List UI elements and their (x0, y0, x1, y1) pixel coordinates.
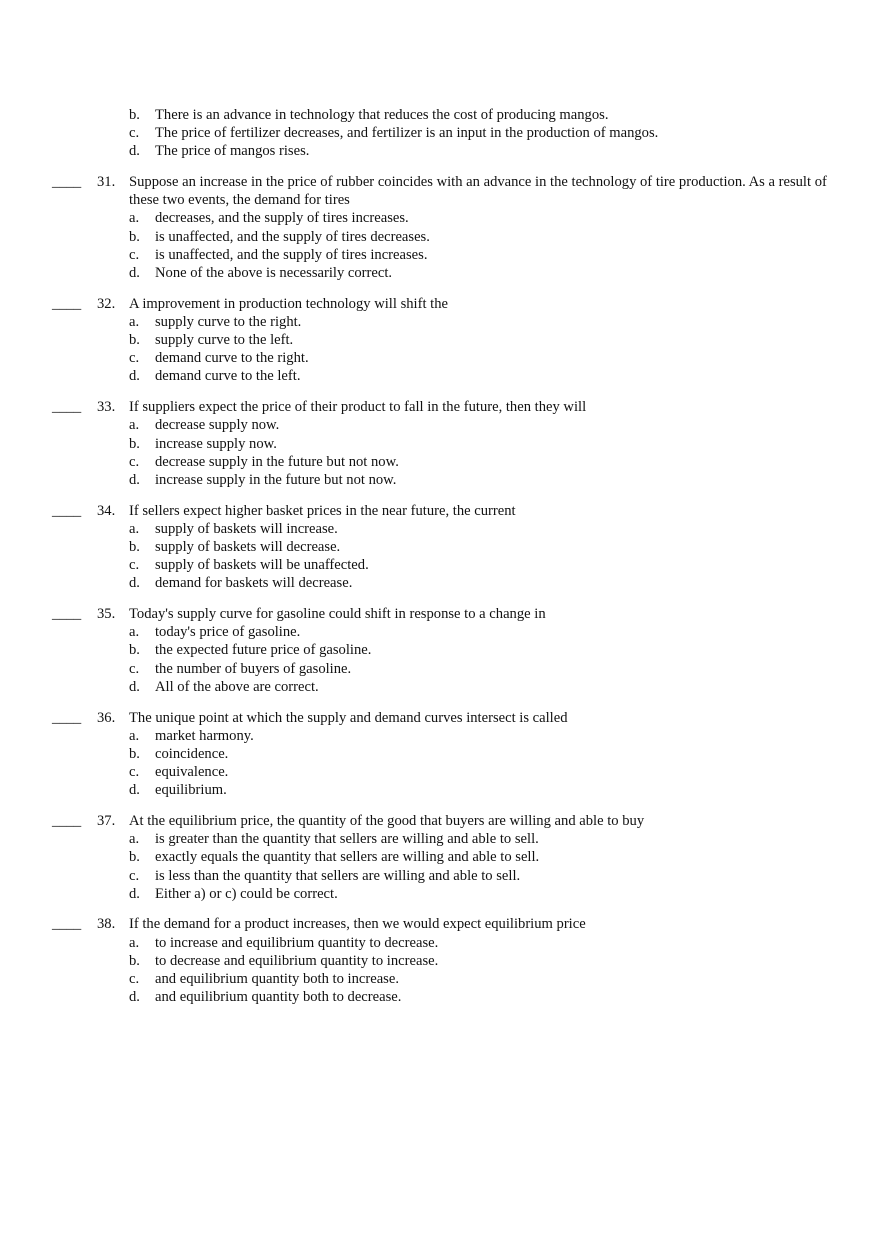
question-number: 35. (97, 606, 116, 623)
option-letter: c. (129, 125, 140, 142)
option-c (0, 867, 880, 885)
option-a (0, 520, 880, 538)
question-number: 36. (97, 709, 116, 726)
question-30-continuation (0, 106, 880, 161)
question-stem: Suppose an increase in the price of rubber coincides with an advance in the technology of tire production. As a result of these two events, the demand for tires (129, 174, 827, 209)
option-letter: b. (129, 849, 140, 866)
option-b (0, 331, 880, 349)
question-header (0, 709, 880, 727)
option-text: All of the above are correct. (155, 678, 319, 695)
option-letter: a. (129, 934, 140, 951)
option-c (0, 453, 880, 471)
option-letter: c. (129, 453, 140, 470)
option-a (0, 623, 880, 641)
option-text: is less than the quantity that sellers are willing and able to sell. (155, 867, 521, 884)
option-text: The price of mangos rises. (155, 143, 310, 160)
question-number: 33. (97, 399, 116, 416)
option-letter: c. (129, 764, 140, 781)
option-d (0, 142, 880, 160)
exam-page (0, 106, 880, 1019)
option-letter: c. (129, 246, 140, 263)
question-35 (0, 605, 880, 696)
option-c (0, 246, 880, 264)
option-text: decreases, and the supply of tires increases. (155, 210, 409, 227)
question-number: 32. (97, 295, 116, 312)
option-d (0, 988, 880, 1006)
option-c (0, 660, 880, 678)
answer-blank[interactable]: ____ (52, 399, 82, 416)
option-d (0, 574, 880, 592)
option-b (0, 106, 880, 124)
option-letter: b. (129, 435, 140, 452)
question-header (0, 812, 880, 830)
option-letter: d. (129, 265, 140, 282)
option-b (0, 641, 880, 659)
question-header (0, 173, 880, 209)
question-38 (0, 915, 880, 1006)
option-text: equilibrium. (155, 782, 227, 799)
option-text: supply of baskets will decrease. (155, 539, 341, 556)
option-text: supply of baskets will increase. (155, 520, 338, 537)
option-d (0, 367, 880, 385)
option-text: equivalence. (155, 764, 229, 781)
answer-blank[interactable]: ____ (52, 174, 82, 191)
option-letter: b. (129, 539, 140, 556)
option-d (0, 885, 880, 903)
answer-blank[interactable]: ____ (52, 709, 82, 726)
option-letter: b. (129, 952, 140, 969)
option-text: The price of fertilizer decreases, and fertilizer is an input in the production of mangos. (155, 125, 659, 142)
option-letter: a. (129, 624, 140, 641)
option-letter: b. (129, 228, 140, 245)
question-32 (0, 295, 880, 386)
option-letter: b. (129, 107, 140, 123)
option-text: demand curve to the right. (155, 350, 309, 367)
option-c (0, 349, 880, 367)
option-text: to increase and equilibrium quantity to decrease. (155, 934, 439, 951)
option-letter: b. (129, 642, 140, 659)
answer-blank[interactable]: ____ (52, 812, 82, 829)
option-letter: d. (129, 678, 140, 695)
option-letter: d. (129, 885, 140, 902)
option-letter: b. (129, 745, 140, 762)
option-text: None of the above is necessarily correct. (155, 265, 393, 282)
option-c (0, 763, 880, 781)
option-b (0, 848, 880, 866)
option-b (0, 952, 880, 970)
option-a (0, 313, 880, 331)
option-a (0, 727, 880, 745)
option-b (0, 745, 880, 763)
option-d (0, 471, 880, 489)
option-text: supply curve to the left. (155, 332, 294, 349)
answer-blank[interactable]: ____ (52, 295, 82, 312)
question-34 (0, 502, 880, 593)
option-letter: a. (129, 727, 140, 744)
option-text: supply of baskets will be unaffected. (155, 557, 369, 574)
option-b (0, 435, 880, 453)
option-letter: a. (129, 417, 140, 434)
option-c (0, 556, 880, 574)
option-letter: c. (129, 557, 140, 574)
option-letter: d. (129, 575, 140, 592)
option-text: is unaffected, and the supply of tires increases. (155, 246, 428, 263)
question-header (0, 398, 880, 416)
option-letter: a. (129, 831, 140, 848)
option-text: exactly equals the quantity that sellers are willing and able to sell. (155, 849, 540, 866)
option-d (0, 781, 880, 799)
option-d (0, 678, 880, 696)
option-text: decrease supply in the future but not now. (155, 453, 399, 470)
option-letter: b. (129, 332, 140, 349)
answer-blank[interactable]: ____ (52, 606, 82, 623)
option-text: Either a) or c) could be correct. (155, 885, 338, 902)
option-letter: a. (129, 520, 140, 537)
option-letter: c. (129, 350, 140, 367)
question-number: 37. (97, 812, 116, 829)
option-letter: c. (129, 660, 140, 677)
question-stem: The unique point at which the supply and demand curves intersect is called (129, 709, 568, 726)
option-text: and equilibrium quantity both to increase. (155, 971, 399, 988)
question-31 (0, 173, 880, 282)
option-text: increase supply in the future but not now. (155, 471, 397, 488)
option-b (0, 538, 880, 556)
option-c (0, 970, 880, 988)
question-37 (0, 812, 880, 903)
question-header (0, 915, 880, 933)
question-number: 34. (97, 502, 116, 519)
option-text: is greater than the quantity that sellers are willing and able to sell. (155, 831, 539, 848)
option-c (0, 124, 880, 142)
option-letter: c. (129, 867, 140, 884)
option-text: the number of buyers of gasoline. (155, 660, 352, 677)
option-b (0, 228, 880, 246)
question-header (0, 295, 880, 313)
option-text: the expected future price of gasoline. (155, 642, 372, 659)
answer-blank[interactable]: ____ (52, 502, 82, 519)
option-text: demand curve to the left. (155, 368, 301, 385)
question-number: 38. (97, 916, 116, 933)
question-number: 31. (97, 174, 116, 191)
option-letter: d. (129, 143, 140, 160)
question-stem: If the demand for a product increases, then we would expect equilibrium price (129, 916, 586, 933)
question-36 (0, 709, 880, 800)
option-d (0, 264, 880, 282)
option-letter: d. (129, 989, 140, 1006)
question-stem: If sellers expect higher basket prices in the near future, the current (129, 502, 516, 519)
question-33 (0, 398, 880, 489)
question-stem: Today's supply curve for gasoline could shift in response to a change in (129, 606, 546, 623)
option-text: There is an advance in technology that reduces the cost of producing mangos. (155, 107, 609, 123)
answer-blank[interactable]: ____ (52, 916, 82, 933)
option-text: supply curve to the right. (155, 313, 302, 330)
option-a (0, 209, 880, 227)
option-a (0, 416, 880, 434)
question-stem: At the equilibrium price, the quantity of the good that buyers are willing and able to buy (129, 812, 645, 829)
option-text: increase supply now. (155, 435, 277, 452)
option-text: today's price of gasoline. (155, 624, 301, 641)
option-text: market harmony. (155, 727, 254, 744)
option-text: and equilibrium quantity both to decrease. (155, 989, 402, 1006)
option-a (0, 934, 880, 952)
question-header (0, 502, 880, 520)
option-letter: d. (129, 368, 140, 385)
option-text: is unaffected, and the supply of tires decreases. (155, 228, 430, 245)
option-letter: d. (129, 471, 140, 488)
question-stem: If suppliers expect the price of their product to fall in the future, then they will (129, 399, 587, 416)
option-letter: d. (129, 782, 140, 799)
option-text: demand for baskets will decrease. (155, 575, 353, 592)
option-text: coincidence. (155, 745, 229, 762)
option-letter: c. (129, 971, 140, 988)
option-text: to decrease and equilibrium quantity to increase. (155, 952, 439, 969)
option-letter: a. (129, 313, 140, 330)
option-letter: a. (129, 210, 140, 227)
question-header (0, 605, 880, 623)
question-stem: A improvement in production technology will shift the (129, 295, 448, 312)
option-text: decrease supply now. (155, 417, 280, 434)
option-a (0, 830, 880, 848)
